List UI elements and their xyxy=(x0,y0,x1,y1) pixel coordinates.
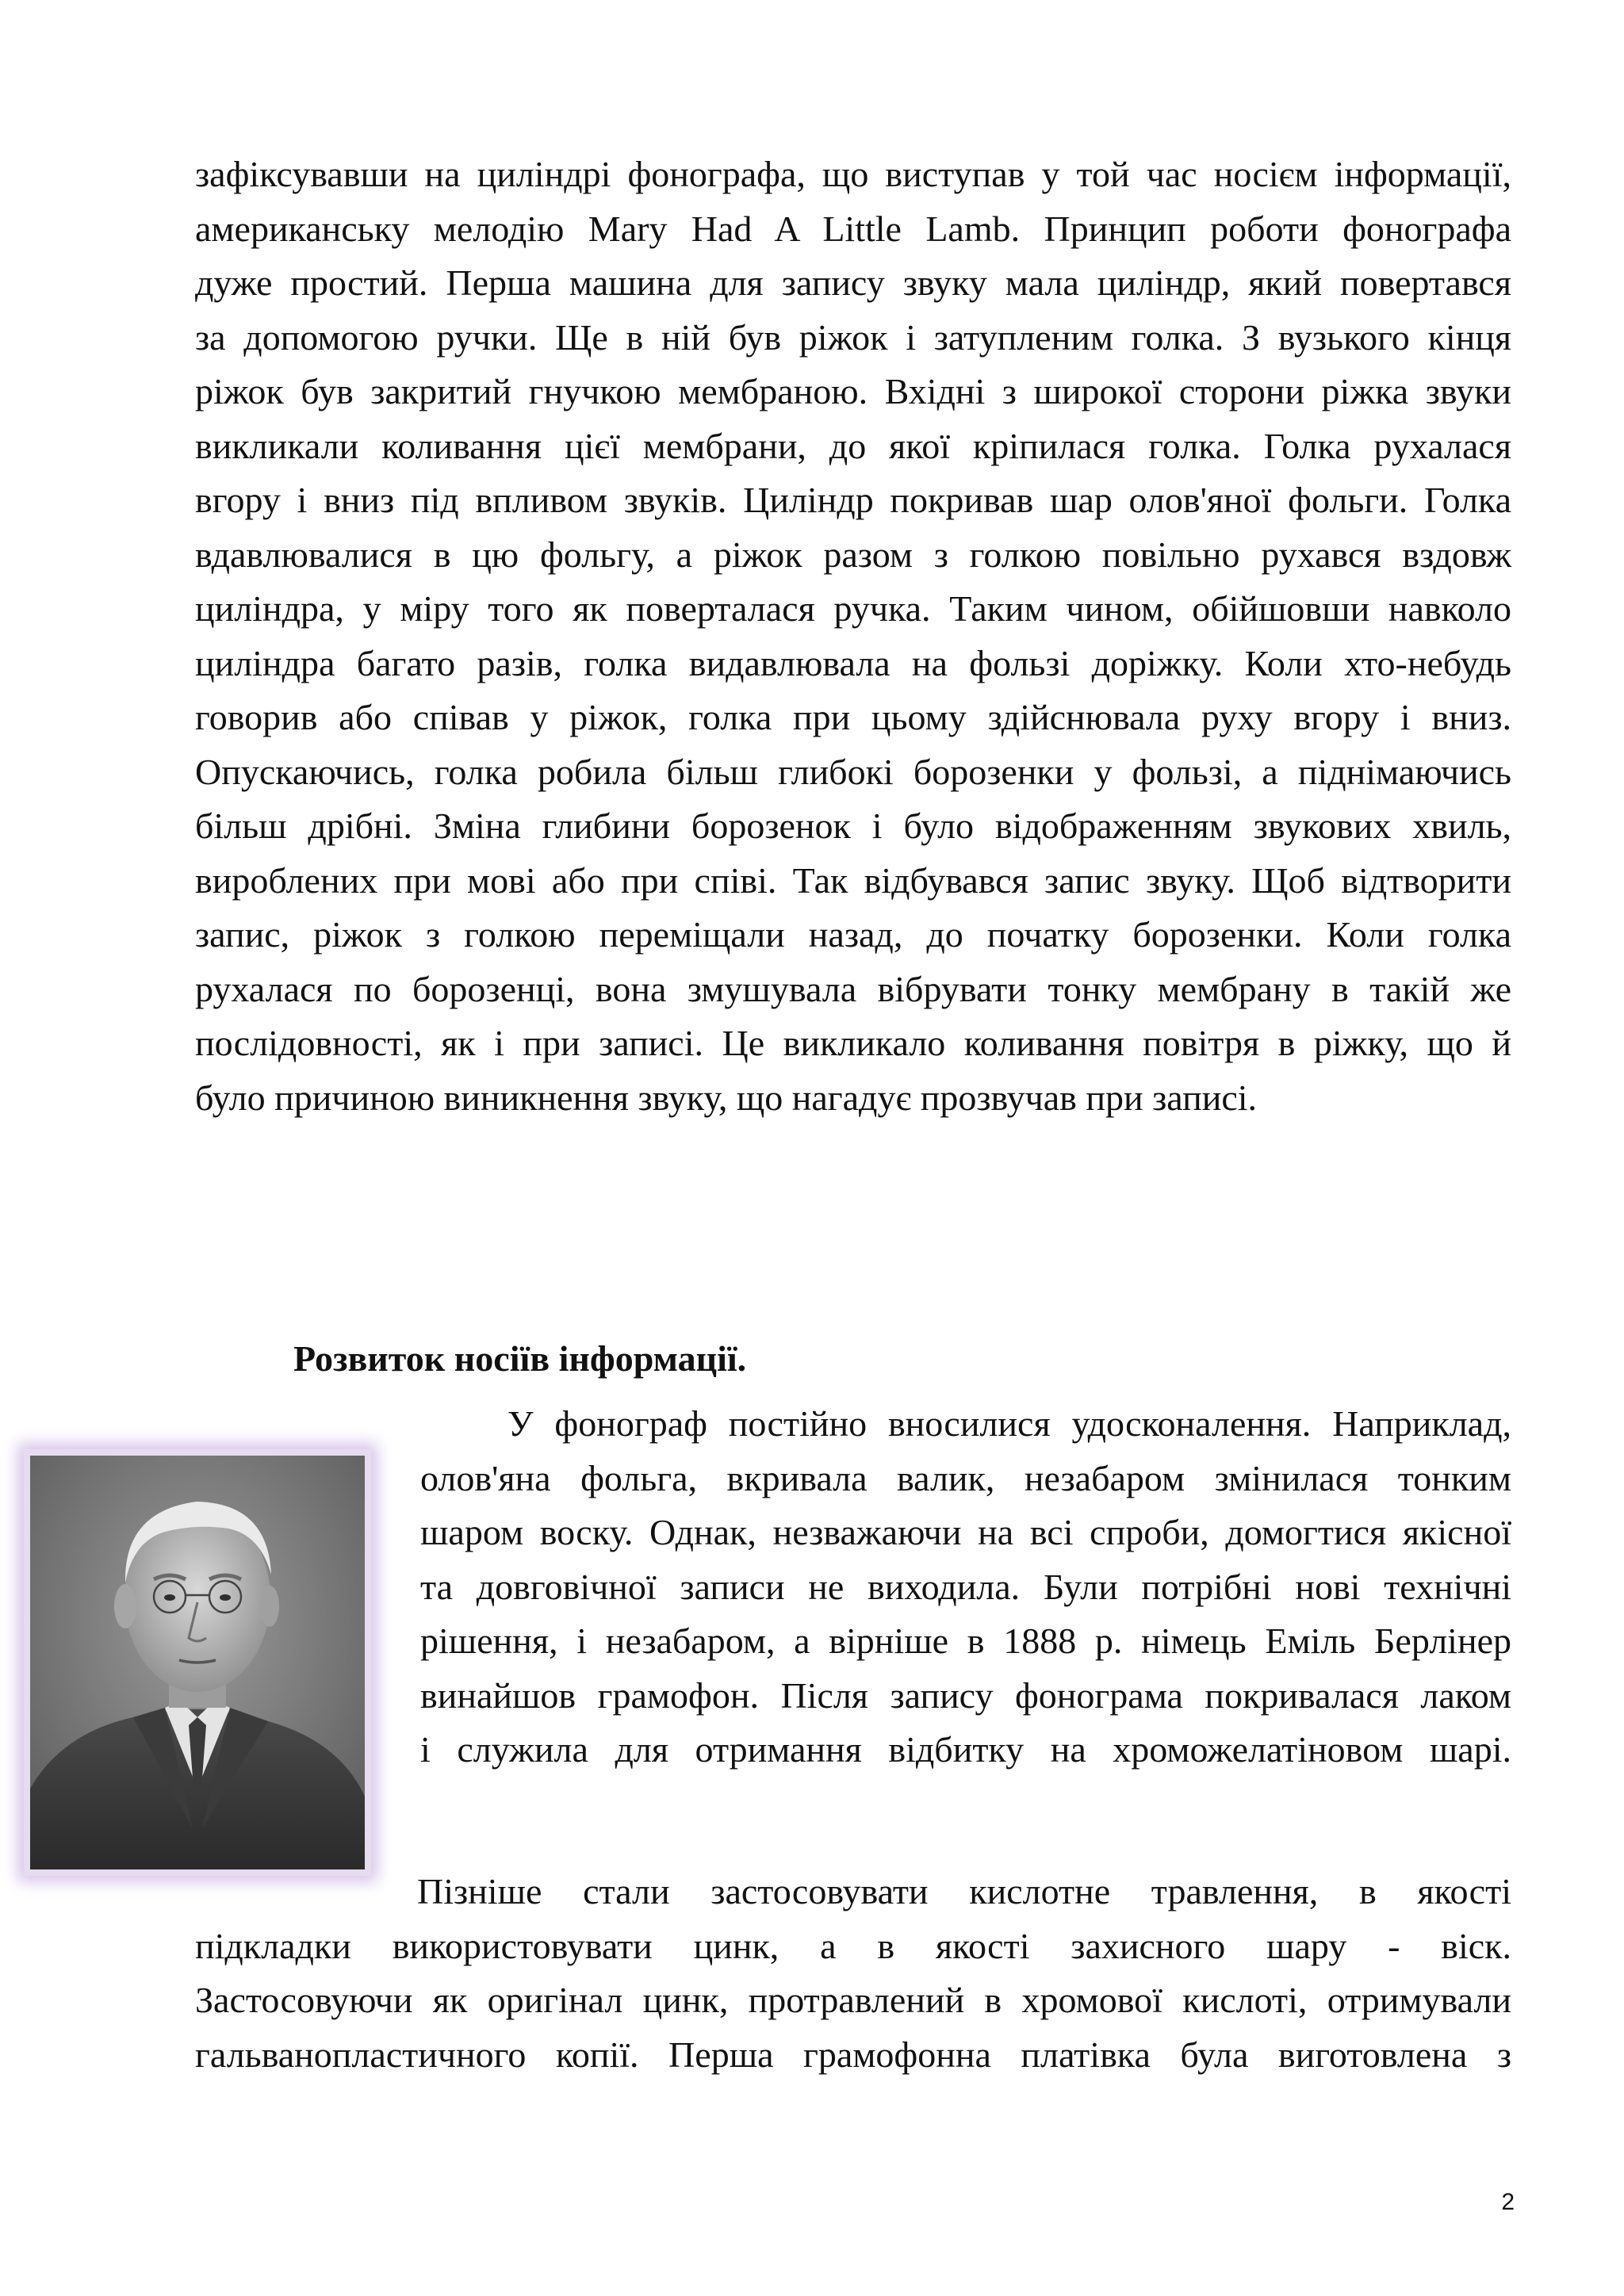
text-line: рухалася по борозенці, вона змушувала вібрувати тонку мембрану в такій же xyxy=(195,968,1511,1009)
text-line: У фонограф постійно вносилися удосконалення. Наприклад, xyxy=(508,1403,1511,1444)
text-line: ріжок був закритий гнучкою мембраною. Вхідні з широкої сторони ріжка звуки xyxy=(195,371,1511,411)
paragraph-etching xyxy=(195,1865,1511,2082)
paragraph-gramophone xyxy=(420,1397,1511,1777)
section-heading: Розвиток носіїв інформації. xyxy=(293,1338,747,1379)
text-line: та довговічної записи не виходила. Були потрібні нові технічні xyxy=(420,1566,1511,1607)
text-line: говорив або співав у ріжок, голка при цьому здійснювала руху вгору і вниз. xyxy=(195,697,1511,737)
portrait-photo xyxy=(24,1449,371,1876)
text-line: олов'яна фольга, вкривала валик, незабаром змінилася тонким xyxy=(420,1457,1511,1498)
text-line: викликали коливання цієї мембрани, до якої кріпилася голка. Голка рухалася xyxy=(195,425,1511,466)
page-number: 2 xyxy=(1501,2189,1515,2215)
text-line: Пізніше стали застосовувати кислотне травлення, в якості xyxy=(417,1871,1511,1911)
text-line: рішення, і незабаром, а вірніше в 1888 р. німець Еміль Берлінер xyxy=(420,1621,1511,1661)
text-line: зафіксувавши на циліндрі фонографа, що виступав у той час носієм інформації, xyxy=(195,154,1511,194)
text-line: Опускаючись, голка робила більш глибокі борозенки у фользі, а піднімаючись xyxy=(195,751,1511,792)
text-line: дуже простий. Перша машина для запису звуку мала циліндр, який повертався xyxy=(195,262,1511,303)
text-line: було причиною виникнення звуку, що нагадує прозвучав при записі. xyxy=(195,1077,1258,1118)
text-line: вдавлювалися в цю фольгу, а ріжок разом з голкою повільно рухався вздовж xyxy=(195,534,1511,575)
text-line: шаром воску. Однак, незважаючи на всі спроби, домогтися якісної xyxy=(420,1512,1511,1552)
portrait-image xyxy=(30,1456,365,1869)
text-line: запис, ріжок з голкою переміщали назад, до початку борозенки. Коли голка xyxy=(195,914,1511,955)
text-line: циліндра, у міру того як поверталася ручка. Таким чином, обійшовши навколо xyxy=(195,588,1511,629)
text-line: гальванопластичного копії. Перша грамофонна платівка була виготовлена з xyxy=(195,2034,1511,2075)
text-line: і служила для отримання відбитку на хроможелатіновом шарі. xyxy=(420,1729,1511,1770)
text-line: послідовності, як і при записі. Це викликало коливання повітря в ріжку, що й xyxy=(195,1023,1511,1063)
text-line: Застосовуючи як оригінал цинк, протравлений в хромової кислоті, отримували xyxy=(195,1980,1511,2020)
text-line: підкладки використовувати цинк, а в якості захисного шару - віск. xyxy=(195,1925,1511,1966)
text-line: за допомогою ручки. Ще в ній був ріжок і затупленим голка. З вузького кінця xyxy=(195,316,1511,358)
text-line: вгору і вниз під впливом звуків. Циліндр покривав шар олов'яної фольги. Голка xyxy=(195,480,1511,520)
text-line: вироблених при мові або при співі. Так відбувався запис звуку. Щоб відтворити xyxy=(195,859,1511,901)
paragraph-phonograph xyxy=(195,147,1511,1125)
text-line: циліндра багато разів, голка видавлювала на фользі доріжку. Коли хто-небудь xyxy=(195,642,1511,683)
text-line: американську мелодію Mary Had A Little Lamb. Принцип роботи фонографа xyxy=(195,208,1511,249)
text-line: більш дрібні. Зміна глибини борозенок і було відображенням звукових хвиль, xyxy=(195,806,1511,846)
text-line: винайшов грамофон. Після запису фонограма покривалася лаком xyxy=(420,1674,1511,1716)
